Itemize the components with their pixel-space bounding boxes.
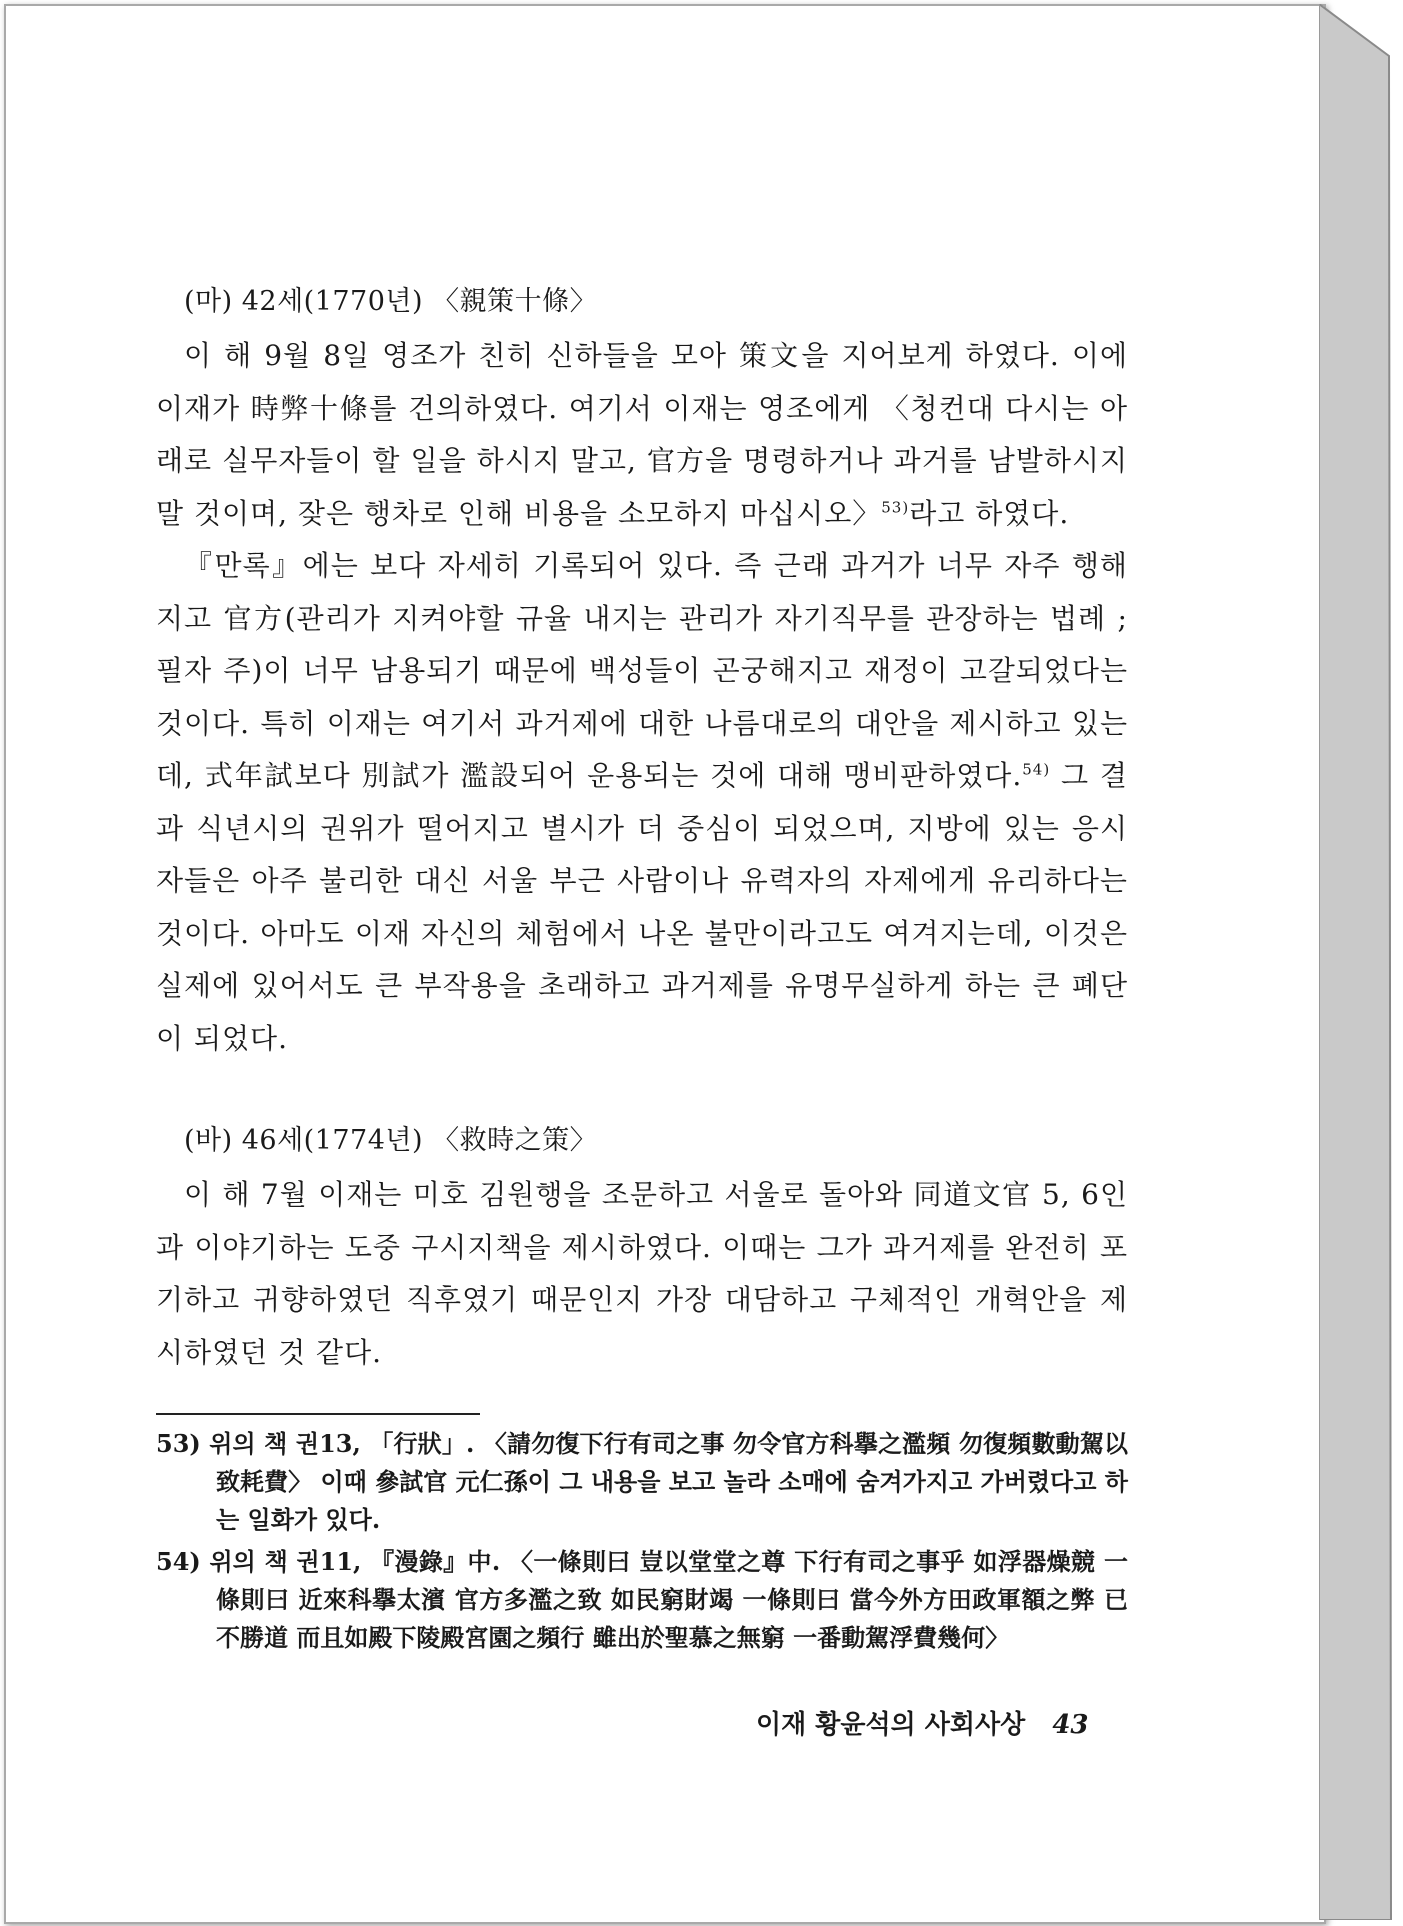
section-ma-paragraph-1 (156, 330, 1128, 540)
section-gap (156, 1065, 1128, 1121)
footnote-ref-53[interactable]: 53) (881, 498, 910, 517)
footnote-number: 53) (156, 1429, 201, 1458)
page-footer (756, 1704, 1089, 1741)
section-ma-paragraph-1-end: 라고 하였다. (909, 496, 1070, 530)
section-ma-paragraph-2-text: 『만록』에는 보다 자세히 기록되어 있다. 즉 근래 과거가 너무 자주 행해지고 官方(관리가 지켜야할 규율 내지는 관리가 자기직무를 관장하는 법례 ; 필자 주)이 너무 남용되기 때문에 백성들이 곤궁해지고 재정이 고갈되었다는 것이다. 특히 이재는 여기서 과거제에 대한 나름대로의 대안을 제시하고 있는데, 式年試보다 別試가 濫設되어 운용되는 것에 대해 맹비판하였다. (156, 549, 1128, 792)
section-ma-paragraph-1-text: 이 해 9월 8일 영조가 친히 신하들을 모아 策文을 지어보게 하였다. 이에 이재가 時弊十條를 건의하였다. 여기서 이재는 영조에게 〈청컨대 다시는 아래로 실무자들이 할 일을 하시지 말고, 官方을 명령하거나 과거를 남발하시지 말 것이며, 잦은 행차로 인해 비용을 소모하지 마십시오〉 (156, 339, 1128, 530)
footnote-text: 위의 책 권11, 『漫錄』中. 〈一條則曰 豈以堂堂之尊 下行有司之事乎 如浮器燥競 一條則曰 近來科擧太濱 官方多濫之致 如民窮財竭 一條則曰 當今外方田政軍額之弊 已不勝道 而且如殿下陵殿宮園之頻行 雖出於聖慕之無窮 一番動駕浮費幾何〉 (209, 1547, 1129, 1652)
book-edge (1319, 4, 1397, 1920)
footnote-number: 54) (156, 1547, 201, 1576)
footnote-text: 위의 책 권13, 「行狀」. 〈請勿復下行有司之事 勿令官方科擧之濫頻 勿復頻數動駕以致耗費〉 이때 參試官 元仁孫이 그 내용을 보고 놀라 소매에 숨겨가지고 가버렸다고 하는 일화가 있다. (209, 1429, 1128, 1534)
page-number: 43 (1052, 1710, 1089, 1740)
footnote-53 (156, 1425, 1128, 1539)
footnote-54 (156, 1543, 1128, 1657)
page-content (156, 282, 1128, 1661)
footnote-divider (156, 1413, 480, 1415)
section-ma-paragraph-2-end: 그 결과 식년시의 권위가 떨어지고 별시가 더 중심이 되었으며, 지방에 있는 응시자들은 아주 불리한 대신 서울 부근 사람이나 유력자의 자제에게 유리하다는 것이다. 아마도 이재 자신의 체험에서 나온 불만이라고도 여겨지는데, 이것은 실제에 있어서도 큰 부작용을 초래하고 과거제를 유명무실하게 하는 큰 폐단이 되었다. (156, 759, 1128, 1055)
section-ma-heading: (마) 42세(1770년) 〈親策十條〉 (184, 286, 598, 317)
footnote-ref-54[interactable]: 54) (1022, 760, 1051, 779)
section-ba-heading: (바) 46세(1774년) 〈救時之策〉 (184, 1125, 598, 1156)
footer-title: 이재 황윤석의 사회사상 (756, 1710, 1026, 1740)
section-ma-paragraph-2 (156, 540, 1128, 1065)
section-ba-paragraph-1: 이 해 7월 이재는 미호 김원행을 조문하고 서울로 돌아와 同道文官 5, 6인과 이야기하는 도중 구시지책을 제시하였다. 이때는 그가 과거제를 완전히 포기하고 귀향하였던 직후였기 때문인지 가장 대담하고 구체적인 개혁안을 제시하였던 것 같다. (156, 1178, 1128, 1369)
